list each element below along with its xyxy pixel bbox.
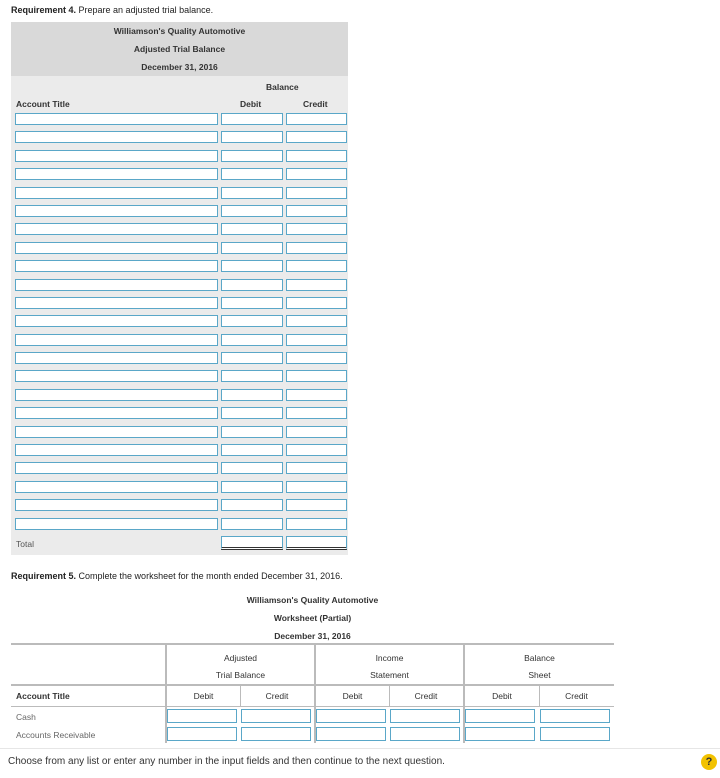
- atb-row: [11, 184, 348, 202]
- ws-group-atb-1: Adjusted: [223, 653, 258, 663]
- ws-amount-input[interactable]: [390, 709, 460, 723]
- atb-account-input[interactable]: [15, 334, 218, 346]
- ws-amount-input[interactable]: [390, 727, 460, 741]
- atb-credit-input[interactable]: [286, 131, 347, 143]
- atb-company: Williamson's Quality Automotive: [113, 26, 246, 36]
- ws-group-is-2: Statement: [370, 670, 409, 680]
- atb-credit-input[interactable]: [286, 499, 347, 511]
- atb-debit-input[interactable]: [221, 223, 283, 235]
- ws-amount-input[interactable]: [316, 709, 386, 723]
- atb-debit-input[interactable]: [221, 205, 283, 217]
- atb-account-input[interactable]: [15, 150, 218, 162]
- atb-row: [11, 110, 348, 128]
- atb-row: [11, 239, 348, 257]
- ws-amount-input[interactable]: [167, 727, 237, 741]
- atb-row: [11, 496, 348, 514]
- atb-debit-input[interactable]: [221, 481, 283, 493]
- atb-debit-input[interactable]: [221, 444, 283, 456]
- atb-debit-input[interactable]: [221, 370, 283, 382]
- atb-account-input[interactable]: [15, 205, 218, 217]
- ws-top-border: [11, 643, 614, 645]
- atb-account-input[interactable]: [15, 481, 218, 493]
- atb-account-input[interactable]: [15, 407, 218, 419]
- ws-subdivider: [389, 684, 390, 707]
- atb-row: [11, 478, 348, 496]
- atb-account-input[interactable]: [15, 260, 218, 272]
- atb-credit-input[interactable]: [286, 150, 347, 162]
- atb-row: [11, 294, 348, 312]
- atb-row: [11, 441, 348, 459]
- ws-row-label: Cash: [16, 712, 36, 722]
- requirement-4: Requirement 4. Prepare an adjusted trial balance.: [11, 5, 214, 15]
- atb-row: [11, 515, 348, 533]
- atb-credit-input[interactable]: [286, 187, 347, 199]
- atb-credit-input[interactable]: [286, 297, 347, 309]
- atb-account-input[interactable]: [15, 187, 218, 199]
- atb-account-input[interactable]: [15, 131, 218, 143]
- ws-company: Williamson's Quality Automotive: [246, 595, 379, 605]
- atb-total-label: Total: [16, 538, 34, 549]
- atb-debit-label: Debit: [240, 99, 262, 109]
- atb-credit-input[interactable]: [286, 223, 347, 235]
- atb-credit-input[interactable]: [286, 279, 347, 291]
- help-icon[interactable]: ?: [701, 754, 717, 770]
- atb-debit-input[interactable]: [221, 407, 283, 419]
- atb-debit-input[interactable]: [221, 297, 283, 309]
- ws-amount-input[interactable]: [167, 709, 237, 723]
- atb-credit-input[interactable]: [286, 113, 347, 125]
- atb-credit-input[interactable]: [286, 389, 347, 401]
- atb-account-input[interactable]: [15, 518, 218, 530]
- atb-credit-input[interactable]: [286, 260, 347, 272]
- atb-debit-input[interactable]: [221, 352, 283, 364]
- ws-is-credit: Credit: [414, 691, 438, 701]
- atb-rows: [11, 110, 348, 533]
- ws-amount-input[interactable]: [241, 727, 311, 741]
- atb-row: [11, 220, 348, 238]
- requirement-5: Requirement 5. Complete the worksheet for the month ended December 31, 2016.: [11, 571, 343, 581]
- ws-amount-input[interactable]: [241, 709, 311, 723]
- atb-debit-input[interactable]: [221, 131, 283, 143]
- atb-credit-input[interactable]: [286, 444, 347, 456]
- atb-row: [11, 147, 348, 165]
- ws-is-debit: Debit: [342, 691, 363, 701]
- atb-row: [11, 202, 348, 220]
- ws-group-bs-1: Balance: [524, 653, 555, 663]
- ws-amount-input[interactable]: [316, 727, 386, 741]
- atb-row: [11, 459, 348, 477]
- footer-bar: [0, 748, 720, 778]
- atb-header: [11, 22, 348, 76]
- atb-credit-input[interactable]: [286, 205, 347, 217]
- atb-account-input[interactable]: [15, 462, 218, 474]
- ws-row-label: Accounts Receivable: [16, 730, 96, 740]
- ws-date: December 31, 2016: [274, 631, 351, 641]
- atb-row: [11, 367, 348, 385]
- atb-credit-label: Credit: [303, 99, 328, 109]
- atb-debit-input[interactable]: [221, 242, 283, 254]
- ws-group-bs-2: Sheet: [528, 670, 551, 680]
- ws-amount-input[interactable]: [540, 709, 610, 723]
- atb-debit-input[interactable]: [221, 260, 283, 272]
- atb-row: [11, 128, 348, 146]
- ws-amount-input[interactable]: [465, 727, 535, 741]
- atb-debit-input[interactable]: [221, 168, 283, 180]
- ws-amount-input[interactable]: [540, 727, 610, 741]
- atb-debit-input[interactable]: [221, 389, 283, 401]
- atb-credit-input[interactable]: [286, 462, 347, 474]
- atb-credit-input[interactable]: [286, 352, 347, 364]
- ws-group-is-1: Income: [375, 653, 404, 663]
- atb-account-input[interactable]: [15, 315, 218, 327]
- ws-subdivider: [240, 684, 241, 707]
- atb-debit-input[interactable]: [221, 150, 283, 162]
- atb-row: [11, 404, 348, 422]
- atb-row: [11, 257, 348, 275]
- adjusted-trial-balance: [11, 22, 348, 555]
- atb-credit-input[interactable]: [286, 242, 347, 254]
- atb-account-input[interactable]: [15, 370, 218, 382]
- ws-amount-input[interactable]: [465, 709, 535, 723]
- atb-debit-input[interactable]: [221, 187, 283, 199]
- atb-debit-input[interactable]: [221, 499, 283, 511]
- ws-account-title: Account Title: [16, 691, 70, 701]
- atb-credit-input[interactable]: [286, 168, 347, 180]
- worksheet-table: [11, 643, 614, 743]
- atb-title: Adjusted Trial Balance: [133, 44, 226, 54]
- ws-bs-credit: Credit: [565, 691, 588, 701]
- atb-account-input[interactable]: [15, 426, 218, 438]
- ws-bs-debit: Debit: [492, 691, 512, 701]
- footer-message: Choose from any list or enter any number in the input fields and then continue to the next question.: [8, 756, 445, 767]
- atb-row: [11, 276, 348, 294]
- atb-account-input[interactable]: [15, 389, 218, 401]
- atb-debit-input[interactable]: [221, 113, 283, 125]
- atb-account-input[interactable]: [15, 352, 218, 364]
- ws-header-border: [11, 684, 614, 686]
- atb-credit-input[interactable]: [286, 518, 347, 530]
- atb-row: [11, 312, 348, 330]
- ws-atb-debit: Debit: [193, 691, 214, 701]
- ws-group-atb-2: Trial Balance: [215, 670, 266, 680]
- atb-account-input[interactable]: [15, 444, 218, 456]
- atb-credit-input[interactable]: [286, 481, 347, 493]
- atb-balance-label: Balance: [266, 82, 299, 92]
- atb-row: [11, 331, 348, 349]
- atb-account-input[interactable]: [15, 297, 218, 309]
- atb-debit-input[interactable]: [221, 315, 283, 327]
- atb-row: [11, 349, 348, 367]
- ws-subdivider: [539, 684, 540, 707]
- atb-total-debit[interactable]: [221, 536, 283, 550]
- atb-account-input[interactable]: [15, 223, 218, 235]
- atb-total-row: [11, 533, 348, 555]
- atb-total-credit[interactable]: [286, 536, 347, 550]
- atb-credit-input[interactable]: [286, 334, 347, 346]
- atb-debit-input[interactable]: [221, 426, 283, 438]
- atb-column-header: [11, 76, 348, 110]
- atb-debit-input[interactable]: [221, 334, 283, 346]
- atb-account-input[interactable]: [15, 168, 218, 180]
- atb-credit-input[interactable]: [286, 370, 347, 382]
- ws-colhead-border: [11, 706, 614, 707]
- atb-account-input[interactable]: [15, 113, 218, 125]
- atb-row: [11, 165, 348, 183]
- atb-credit-input[interactable]: [286, 315, 347, 327]
- ws-title: Worksheet (Partial): [273, 613, 352, 623]
- atb-account-input[interactable]: [15, 279, 218, 291]
- atb-date: December 31, 2016: [141, 62, 218, 72]
- atb-account-input[interactable]: [15, 499, 218, 511]
- atb-account-input[interactable]: [15, 242, 218, 254]
- atb-row: [11, 423, 348, 441]
- atb-debit-input[interactable]: [221, 279, 283, 291]
- atb-debit-input[interactable]: [221, 518, 283, 530]
- atb-credit-input[interactable]: [286, 407, 347, 419]
- atb-credit-input[interactable]: [286, 426, 347, 438]
- atb-debit-input[interactable]: [221, 462, 283, 474]
- ws-atb-credit: Credit: [265, 691, 289, 701]
- atb-row: [11, 386, 348, 404]
- atb-account-title: Account Title: [16, 99, 70, 109]
